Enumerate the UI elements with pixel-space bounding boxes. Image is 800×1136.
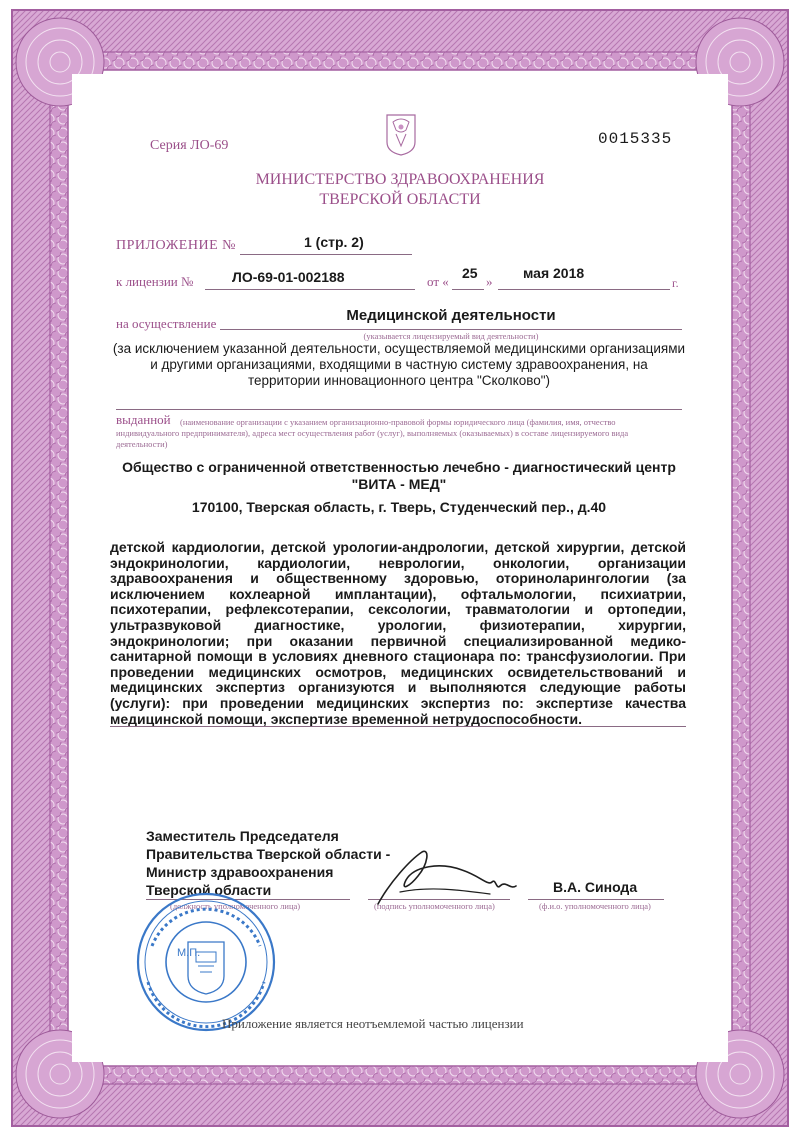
activities-text: детской кардиологии, детской урологии-андрологии, детской хирургии, детской эндокринологии, кардиологии, неврологии, онкологии, организации здравоохранения и общественному здоровью, оториноларингологии (за исключением кохлеарной имплантации), офтальмологии, психиатрии, психотерапии, рефлексотерапии, сексологии, травматологии и ортопедии, ультразвуковой диагностике, урологии, физиотерапии, хирургии, эндокринологии; при оказании первичной специализированной медико-санитарной помощи в условиях дневного стационара по: трансфузиологии. При проведении медицинских осмотров, медицинских освидетельствований и медицинских экспертиз организуются и выполняются следующие работы (услуги): при проведении медицинских экспертиз по: экспертизе качества медицинской помощи, экспертизе временной нетрудоспособности.	[110, 539, 686, 727]
document-number: 0015335	[598, 130, 673, 148]
handwritten-signature	[370, 842, 530, 912]
signature-hint: (подпись уполномоченного лица)	[374, 901, 495, 911]
license-from-label: от «	[427, 274, 449, 289]
issued-hint-line-3: деятельности)	[116, 439, 168, 449]
license-label: к лицензии №	[116, 274, 194, 289]
activity-note	[104, 341, 694, 389]
signatory-position-line-2: Правительства Тверской области -	[146, 846, 391, 862]
license-number: ЛО-69-01-002188	[232, 269, 345, 285]
series-label: Серия ЛО-69	[150, 138, 229, 153]
issued-hint-cont	[116, 428, 696, 450]
day-underline	[452, 289, 484, 290]
organization-name-line-2: "ВИТА - МЕД"	[351, 476, 447, 492]
issued-top-line	[116, 409, 682, 410]
month-underline	[498, 289, 670, 290]
issued-label: выданной	[116, 412, 171, 427]
stamp-mp-label: М.П.	[177, 947, 201, 959]
activity-underline	[220, 329, 682, 330]
issued-hint-line-1: (наименование организации с указанием организационно-правовой формы юридического лица (фамилия, имя, отчество	[180, 417, 616, 427]
issued-hint-line-2: индивидуального предпринимателя), адреса мест осуществления работ (услуг), выполняемых (оказываемых) в составе лицензируемого вида	[116, 428, 629, 438]
organization-name-line-1: Общество с ограниченной ответственностью лечебно - диагностический центр	[122, 459, 676, 475]
ministry-line-2: ТВЕРСКОЙ ОБЛАСТИ	[319, 191, 481, 208]
official-stamp	[126, 890, 286, 1035]
activity-note-line-3: территории инновационного центра "Сколково")	[247, 373, 551, 388]
signatory-position-line-1: Заместитель Председателя	[146, 828, 339, 844]
ministry-title	[150, 170, 650, 210]
name-hint: (ф.и.о. уполномоченного лица)	[539, 901, 651, 911]
appendix-label: ПРИЛОЖЕНИЕ №	[116, 238, 236, 253]
coat-of-arms-icon	[384, 112, 418, 156]
activity-note-line-2: и другими организациями, входящими в частную систему здравоохранения, на	[150, 357, 648, 372]
signatory-position-line-4: Тверской области	[146, 882, 272, 898]
activity-hint: (указывается лицензируемый вид деятельности)	[363, 331, 539, 341]
appendix-value: 1 (стр. 2)	[304, 234, 364, 250]
issued-hint	[180, 417, 692, 428]
signatory-position-line-3: Министр здравоохранения	[146, 864, 334, 880]
activity-label: на осуществление	[116, 316, 217, 331]
appendix-underline	[240, 254, 412, 255]
name-underline	[528, 899, 664, 900]
activities-end-line	[110, 726, 686, 727]
activity-value: Медицинской деятельности	[346, 307, 556, 324]
license-year-suffix: г.	[672, 276, 679, 290]
license-underline	[205, 289, 415, 290]
position-hint: (должность уполномоченного лица)	[170, 901, 301, 911]
license-month-year: мая 2018	[523, 265, 585, 281]
ministry-line-1: МИНИСТЕРСТВО ЗДРАВООХРАНЕНИЯ	[255, 171, 545, 188]
organization-address: 170100, Тверская область, г. Тверь, Студенческий пер., д.40	[191, 499, 607, 515]
organization-name	[104, 459, 694, 493]
license-day-close: »	[486, 274, 493, 289]
signatory-name: В.А. Синода	[553, 879, 638, 895]
footer-note: Приложение является неотъемлемой частью лицензии	[222, 1016, 524, 1031]
activity-note-line-1: (за исключением указанной деятельности, осуществляемой медицинскими организациями	[112, 341, 686, 356]
license-day: 25	[462, 265, 478, 281]
